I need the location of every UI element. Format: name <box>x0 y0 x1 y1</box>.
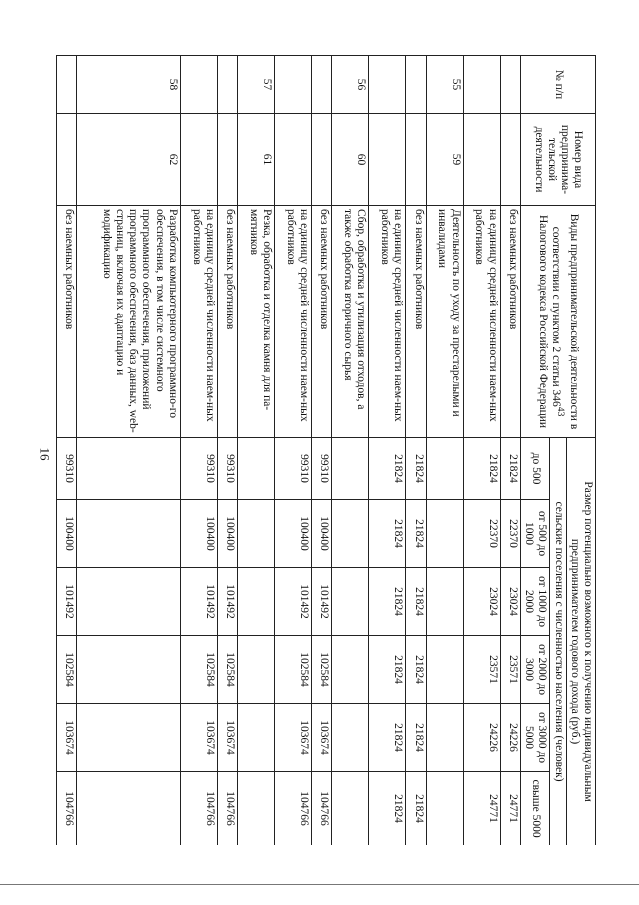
table-row <box>500 56 520 846</box>
row-value-cell: 102584 <box>275 636 312 704</box>
row-value-cell: 99310 <box>217 438 237 500</box>
row-value-cell: 100400 <box>57 500 77 568</box>
row-activity-cell: без наемных работников <box>217 206 237 438</box>
row-value-cell: 23024 <box>463 568 500 636</box>
row-activity-cell: Деятельность по уходу за престарелыми и инвалидами <box>426 206 463 438</box>
row-code-cell <box>217 114 237 206</box>
row-value-cell <box>426 704 463 772</box>
row-value-cell: 21824 <box>369 500 406 568</box>
row-value-cell: 104766 <box>275 772 312 846</box>
row-activity-cell: Разработка компьютерного программно-го обеспечения, в том числе системного программного обеспечения, приложений программного обеспечения, баз данных, web-страниц, включая их адаптацию и модификацию <box>77 206 180 438</box>
row-activity-cell: без наемных работников <box>312 206 332 438</box>
row-activity-cell: на единицу средней численности наем-ных работников <box>463 206 500 438</box>
row-value-cell <box>77 438 180 500</box>
row-value-cell <box>426 568 463 636</box>
row-code-cell <box>500 114 520 206</box>
row-num-cell <box>500 56 520 114</box>
row-value-cell: 103674 <box>312 704 332 772</box>
header-row-1 <box>566 56 595 846</box>
table-row <box>77 56 180 846</box>
row-code-cell <box>369 114 406 206</box>
row-num-cell <box>463 56 500 114</box>
table-body <box>57 56 521 846</box>
row-code-cell: 62 <box>77 114 180 206</box>
row-value-cell <box>332 772 369 846</box>
footer-rule <box>0 884 639 885</box>
row-value-cell <box>238 636 275 704</box>
table-row <box>426 56 463 846</box>
row-value-cell: 22370 <box>463 500 500 568</box>
row-value-cell: 21824 <box>369 438 406 500</box>
header-num: № п/п <box>520 56 595 114</box>
row-value-cell: 101492 <box>312 568 332 636</box>
table-row <box>332 56 369 846</box>
row-value-cell: 101492 <box>217 568 237 636</box>
row-value-cell <box>332 568 369 636</box>
row-num-cell <box>217 56 237 114</box>
row-value-cell <box>426 636 463 704</box>
row-value-cell: 101492 <box>180 568 217 636</box>
row-num-cell: 56 <box>332 56 369 114</box>
table-row <box>217 56 237 846</box>
row-activity-cell: Резка, обработка и отделка камня для па-мятников <box>238 206 275 438</box>
table-row <box>312 56 332 846</box>
header-activity-line2: Налогового кодекса Российской Федерации <box>537 214 550 429</box>
row-code-cell <box>406 114 426 206</box>
row-code-cell <box>312 114 332 206</box>
row-value-cell: 21824 <box>369 568 406 636</box>
row-value-cell <box>238 704 275 772</box>
row-value-cell: 22370 <box>500 500 520 568</box>
row-value-cell <box>332 438 369 500</box>
header-band: от 1000 до 2000 <box>520 568 549 636</box>
row-value-cell: 24226 <box>463 704 500 772</box>
table-row <box>463 56 500 846</box>
row-value-cell: 100400 <box>217 500 237 568</box>
row-value-cell <box>77 500 180 568</box>
row-value-cell: 21824 <box>406 636 426 704</box>
row-code-cell: 61 <box>238 114 275 206</box>
row-value-cell: 99310 <box>57 438 77 500</box>
header-band: до 500 <box>520 438 549 500</box>
row-value-cell: 104766 <box>180 772 217 846</box>
row-value-cell <box>426 772 463 846</box>
row-value-cell: 102584 <box>180 636 217 704</box>
row-value-cell <box>332 704 369 772</box>
row-value-cell: 21824 <box>500 438 520 500</box>
row-num-cell <box>406 56 426 114</box>
row-activity-cell: на единицу средней численности наем-ных работников <box>275 206 312 438</box>
table-row <box>57 56 77 846</box>
row-value-cell: 23571 <box>463 636 500 704</box>
table-row <box>180 56 217 846</box>
row-value-cell <box>238 568 275 636</box>
row-value-cell: 21824 <box>369 636 406 704</box>
row-activity-cell: на единицу средней численности наем-ных работников <box>180 206 217 438</box>
row-value-cell: 99310 <box>180 438 217 500</box>
row-code-cell: 59 <box>426 114 463 206</box>
row-value-cell: 21824 <box>406 438 426 500</box>
row-value-cell <box>426 438 463 500</box>
header-income-amount: Размер потенциально возможного к получению индивидуальным предпринимателем годового дохода (руб.) <box>566 438 595 846</box>
row-value-cell <box>238 500 275 568</box>
header-activity-code: Номер вида предпринима-тельской деятельности <box>520 114 595 206</box>
row-value-cell: 104766 <box>312 772 332 846</box>
row-value-cell <box>77 772 180 846</box>
row-value-cell: 102584 <box>312 636 332 704</box>
header-settlements: сельские поселения с численностью населения (человек) <box>550 438 566 846</box>
row-value-cell <box>332 636 369 704</box>
row-code-cell: 60 <box>332 114 369 206</box>
table-row <box>406 56 426 846</box>
row-value-cell <box>332 500 369 568</box>
row-value-cell: 23571 <box>500 636 520 704</box>
row-num-cell <box>180 56 217 114</box>
table-row <box>369 56 406 846</box>
row-value-cell: 99310 <box>312 438 332 500</box>
row-num-cell <box>312 56 332 114</box>
header-activity-sup: 43 <box>555 406 567 417</box>
row-value-cell: 21824 <box>406 704 426 772</box>
row-code-cell <box>275 114 312 206</box>
row-value-cell: 102584 <box>57 636 77 704</box>
row-value-cell: 21824 <box>369 772 406 846</box>
row-value-cell <box>77 636 180 704</box>
header-band: от 500 до 1000 <box>520 500 549 568</box>
row-code-cell <box>180 114 217 206</box>
row-value-cell: 100400 <box>180 500 217 568</box>
row-value-cell: 103674 <box>217 704 237 772</box>
row-code-cell <box>463 114 500 206</box>
table-row <box>275 56 312 846</box>
table-container <box>56 55 596 845</box>
row-value-cell: 100400 <box>275 500 312 568</box>
row-code-cell <box>57 114 77 206</box>
row-value-cell: 21824 <box>406 772 426 846</box>
row-value-cell: 24771 <box>463 772 500 846</box>
row-num-cell: 55 <box>426 56 463 114</box>
row-value-cell: 102584 <box>217 636 237 704</box>
row-value-cell: 99310 <box>275 438 312 500</box>
row-value-cell: 104766 <box>217 772 237 846</box>
row-value-cell: 21824 <box>406 500 426 568</box>
row-value-cell: 24226 <box>500 704 520 772</box>
header-band: от 2000 до 3000 <box>520 636 549 704</box>
row-activity-cell: без наемных работников <box>57 206 77 438</box>
row-value-cell: 24771 <box>500 772 520 846</box>
header-activity-type <box>520 206 595 438</box>
income-table <box>56 55 596 845</box>
row-activity-cell: на единицу средней численности наем-ных работников <box>369 206 406 438</box>
row-value-cell: 101492 <box>57 568 77 636</box>
row-activity-cell: Сбор, обработка и утилизация отходов, а также обработка вторичного сырья <box>332 206 369 438</box>
row-value-cell: 101492 <box>275 568 312 636</box>
row-value-cell <box>77 568 180 636</box>
row-value-cell: 103674 <box>180 704 217 772</box>
row-value-cell <box>238 438 275 500</box>
row-value-cell: 104766 <box>57 772 77 846</box>
row-value-cell <box>426 500 463 568</box>
row-value-cell <box>77 704 180 772</box>
row-value-cell: 23024 <box>500 568 520 636</box>
row-num-cell: 58 <box>77 56 180 114</box>
header-band: от 3000 до 5000 <box>520 704 549 772</box>
header-band: свыше 5000 <box>520 772 549 846</box>
row-value-cell: 21824 <box>406 568 426 636</box>
row-num-cell <box>369 56 406 114</box>
page-number: 16 <box>37 447 53 461</box>
row-activity-cell: без наемных работников <box>500 206 520 438</box>
row-num-cell <box>275 56 312 114</box>
row-num-cell: 57 <box>238 56 275 114</box>
row-value-cell: 21824 <box>369 704 406 772</box>
row-value-cell <box>238 772 275 846</box>
row-value-cell: 100400 <box>312 500 332 568</box>
row-value-cell: 103674 <box>57 704 77 772</box>
row-value-cell: 21824 <box>463 438 500 500</box>
table-row <box>238 56 275 846</box>
row-num-cell <box>57 56 77 114</box>
header-activity-line1: Виды предпринимательской деятельности в соответствии с пунктом 2 статьи 346 <box>550 213 580 430</box>
row-value-cell: 103674 <box>275 704 312 772</box>
row-activity-cell: без наемных работников <box>406 206 426 438</box>
